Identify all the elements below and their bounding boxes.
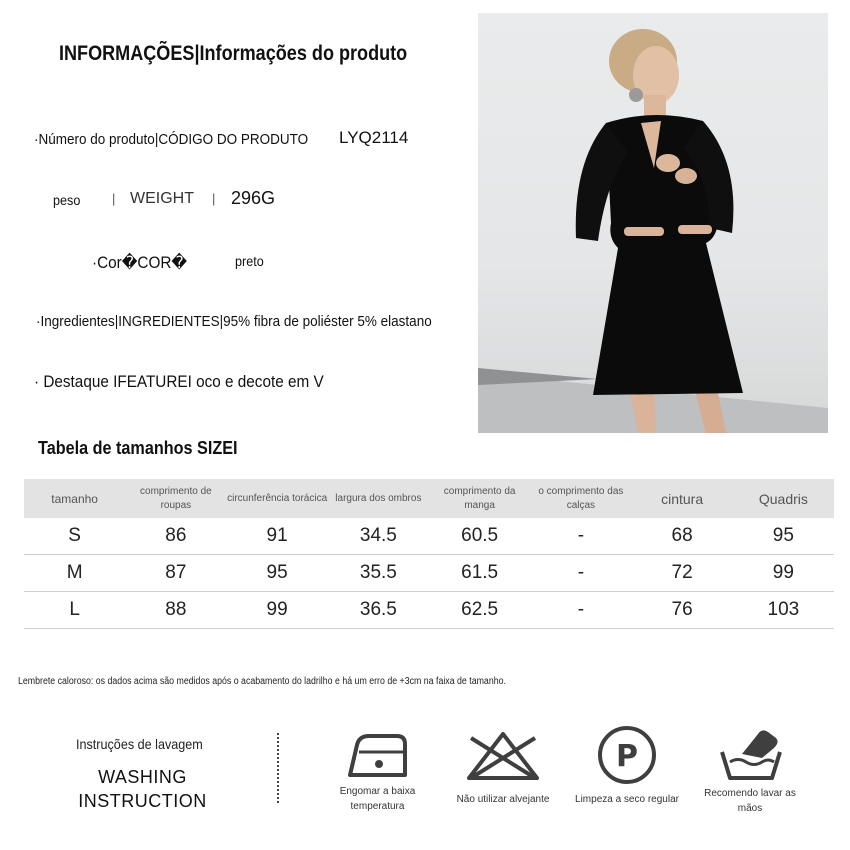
- table-cell: 60.5: [429, 518, 530, 555]
- weight-separator-2: |: [212, 191, 216, 206]
- iron-label: Engomar a baixa temperatura: [339, 786, 416, 812]
- table-cell: 72: [632, 555, 733, 592]
- hand-wash-icon: [718, 724, 784, 787]
- table-cell: 68: [632, 518, 733, 555]
- weight-value: 296G: [231, 188, 276, 208]
- table-cell: -: [530, 518, 631, 555]
- header-hips: Quadris: [733, 479, 834, 518]
- header-size: tamanho: [24, 479, 125, 518]
- page-title: INFORMAÇÕES|Informações do produto: [59, 42, 408, 65]
- weight-label: peso: [53, 192, 81, 208]
- table-cell: 99: [733, 555, 834, 592]
- header-sleeve: comprimento da manga: [429, 479, 530, 518]
- header-chest: circunferência torácica: [227, 479, 328, 518]
- table-row: [24, 592, 834, 629]
- iron-low-temperature-icon: [345, 730, 411, 785]
- color-value: preto: [235, 253, 264, 269]
- hand-wash-label: Recomendo lavar as mãos: [704, 788, 796, 814]
- table-cell: 62.5: [429, 592, 530, 629]
- table-cell: 95: [733, 518, 834, 555]
- product-number-label: ·Número do produto|CÓDIGO DO PRODUTO: [34, 131, 309, 148]
- size-table-title: Tabela de tamanhos SIZEI: [38, 438, 238, 458]
- no-bleach-icon: [465, 730, 541, 787]
- header-waist: cintura: [632, 479, 733, 518]
- size-table: [24, 479, 834, 629]
- color-label: ·Cor�COR�: [92, 253, 188, 272]
- dry-clean-label: Limpeza a seco regular: [575, 794, 679, 805]
- table-cell: 87: [125, 555, 226, 592]
- table-cell: 91: [227, 518, 328, 555]
- dry-clean-icon: [596, 724, 658, 791]
- table-cell: 36.5: [328, 592, 429, 629]
- table-row: [24, 555, 834, 592]
- feature-line: · Destaque IFEATUREI oco e decote em V: [34, 372, 324, 391]
- washing-title-en: [60, 765, 225, 813]
- table-cell: 76: [632, 592, 733, 629]
- weight-separator: |: [112, 191, 116, 206]
- no-bleach-label: Não utilizar alvejante: [456, 794, 550, 805]
- product-number-value: LYQ2114: [339, 128, 409, 147]
- model-in-black-dress-illustration: [478, 13, 828, 433]
- table-cell: S: [24, 518, 125, 555]
- header-clothing-length: comprimento de roupas: [125, 479, 226, 518]
- table-cell: 88: [125, 592, 226, 629]
- table-cell: 95: [227, 555, 328, 592]
- table-cell: L: [24, 592, 125, 629]
- washing-title-en-line2: INSTRUCTION: [78, 791, 207, 811]
- table-cell: -: [530, 592, 631, 629]
- product-photo: [478, 13, 828, 433]
- measurement-note: Lembrete caloroso: os dados acima são medidos após o acabamento do ladrilho e há um erro de +3cm na faixa de tamanho.: [18, 676, 506, 687]
- header-pants-length: o comprimento das calças: [530, 479, 631, 518]
- size-table-header-row: [24, 479, 834, 518]
- divider: [277, 733, 279, 803]
- table-cell: 61.5: [429, 555, 530, 592]
- svg-text:P: P: [616, 739, 638, 774]
- weight-en-label: WEIGHT: [130, 190, 194, 207]
- table-cell: 99: [227, 592, 328, 629]
- table-cell: -: [530, 555, 631, 592]
- table-cell: 86: [125, 518, 226, 555]
- header-shoulder: largura dos ombros: [328, 479, 429, 518]
- washing-title: Instruções de lavagem: [76, 736, 203, 752]
- table-row: [24, 518, 834, 555]
- table-cell: 34.5: [328, 518, 429, 555]
- table-cell: M: [24, 555, 125, 592]
- washing-title-en-line1: WASHING: [98, 767, 187, 787]
- ingredients-line: ·Ingredientes|INGREDIENTES|95% fibra de poliéster 5% elastano: [36, 313, 432, 330]
- table-cell: 103: [733, 592, 834, 629]
- table-cell: 35.5: [328, 555, 429, 592]
